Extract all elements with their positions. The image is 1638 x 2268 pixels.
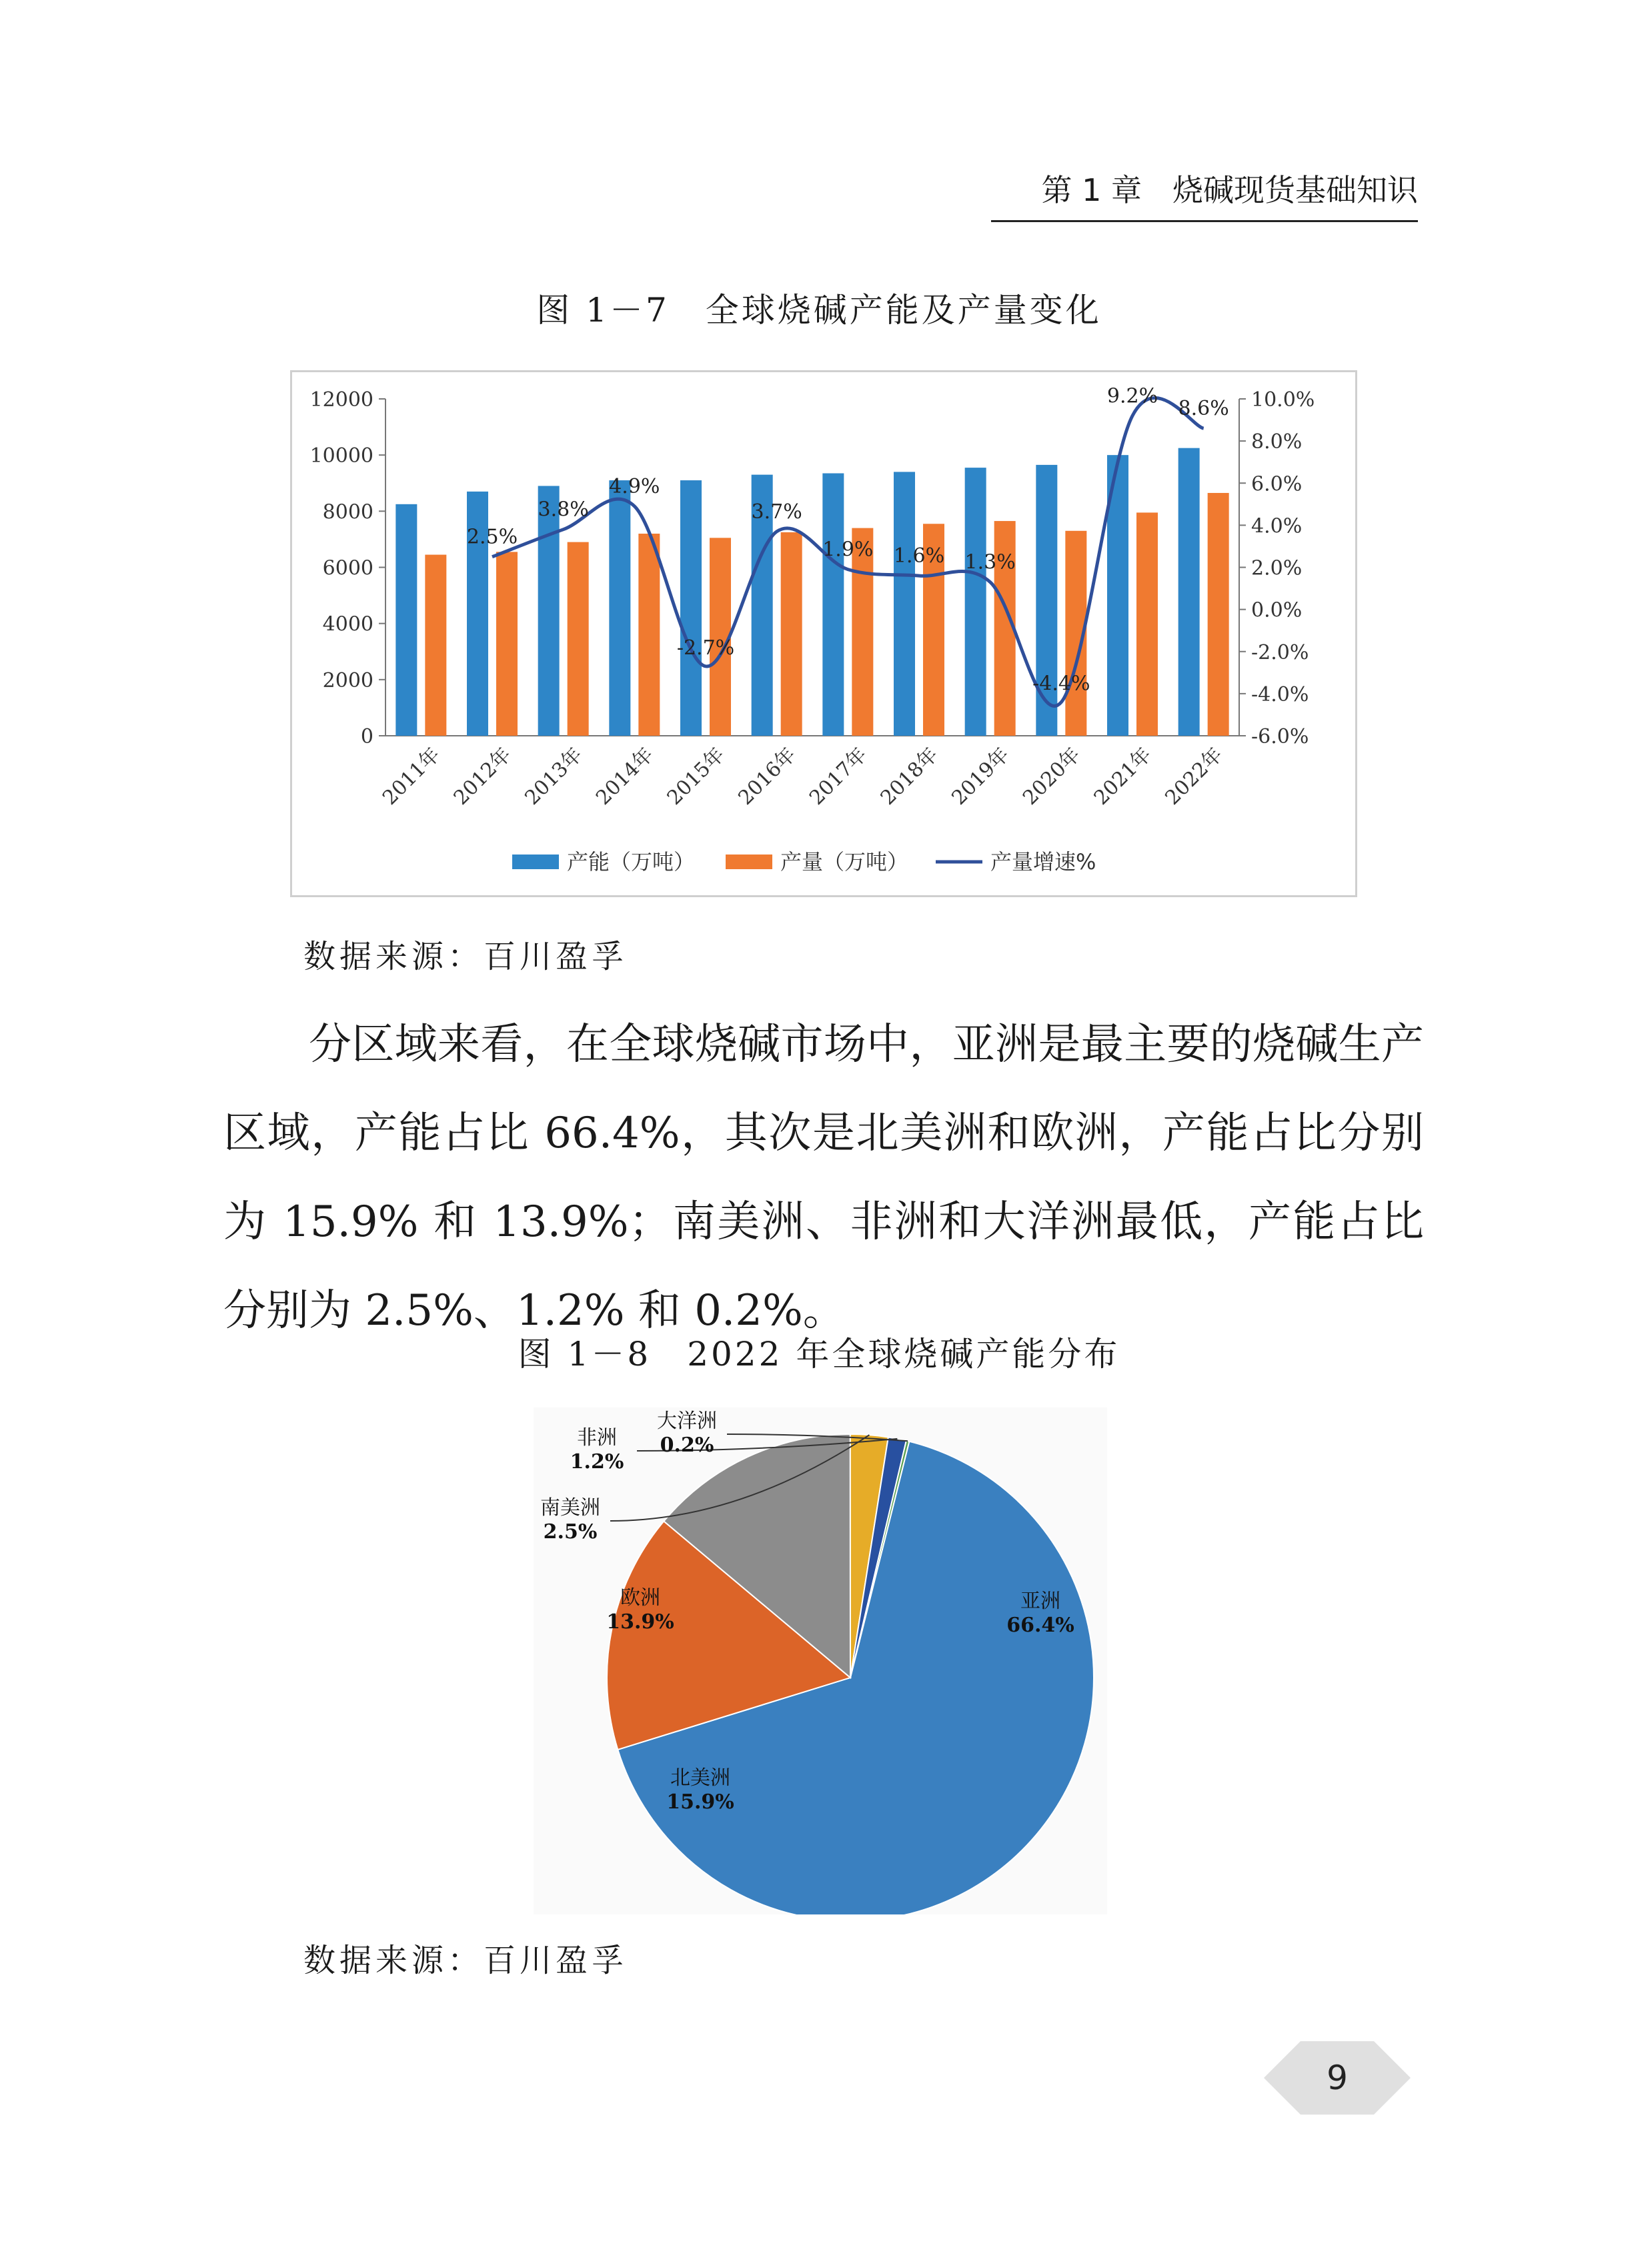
- x-tick-label: 2020年: [1018, 742, 1085, 810]
- output-bar: [1136, 512, 1158, 736]
- legend-growth-label: 产量增速%: [990, 849, 1096, 875]
- left-tick-label: 12000: [309, 388, 373, 412]
- body-text: [223, 1001, 1424, 1355]
- legend-output-label: 产量（万吨）: [780, 849, 909, 875]
- x-tick-label: 2011年: [378, 742, 445, 810]
- pie-label-name: 非洲: [577, 1426, 617, 1450]
- capacity-bar: [395, 504, 417, 736]
- capacity-bar: [1178, 448, 1200, 736]
- growth-label: 1.3%: [964, 550, 1016, 574]
- growth-label: 1.6%: [893, 544, 945, 568]
- growth-label: -4.4%: [1032, 672, 1090, 696]
- capacity-distribution-pie: [534, 1407, 1107, 1914]
- right-tick-label: 0.0%: [1251, 598, 1303, 622]
- pie-label-value: 13.9%: [606, 1610, 674, 1634]
- growth-label: 3.8%: [538, 498, 589, 522]
- right-tick-label: 8.0%: [1251, 430, 1303, 454]
- output-bar: [1208, 493, 1229, 736]
- growth-label: 9.2%: [1106, 384, 1158, 408]
- capacity-bar: [894, 472, 915, 736]
- x-tick-label: 2022年: [1160, 742, 1228, 810]
- paragraph-region-share: 分区域来看，在全球烧碱市场中，亚洲是最主要的烧碱生产区域，产能占比 66.4%，其次是北美洲和欧洲，产能占比分别为 15.9% 和 13.9%；南美洲、非洲和大洋洲最低，产能占比分别为 2.5%、1.2% 和 0.2%。: [223, 1020, 1424, 1335]
- output-bar: [781, 532, 802, 736]
- pie-label-value: 0.2%: [660, 1434, 714, 1457]
- right-tick-label: -2.0%: [1251, 640, 1309, 664]
- left-tick-label: 6000: [322, 556, 373, 580]
- pie-label-name: 南美洲: [540, 1496, 600, 1520]
- legend-capacity-label: 产能（万吨）: [567, 849, 696, 875]
- growth-label: 2.5%: [466, 525, 518, 549]
- right-tick-label: 10.0%: [1251, 388, 1315, 412]
- pie-label-value: 1.2%: [570, 1450, 624, 1474]
- left-tick-label: 2000: [322, 668, 373, 692]
- x-tick-label: 2014年: [592, 742, 658, 810]
- x-tick-label: 2013年: [520, 742, 588, 810]
- growth-label: 3.7%: [751, 500, 802, 524]
- growth-label: -2.7%: [676, 636, 735, 660]
- output-bar: [496, 552, 518, 736]
- figure-1-title: 图 1－7 全球烧碱产能及产量变化: [536, 291, 1102, 330]
- page-number: 9: [1327, 2059, 1348, 2097]
- right-tick-label: -6.0%: [1251, 725, 1309, 748]
- pie-label-value: 66.4%: [1006, 1614, 1074, 1637]
- pie-label-name: 欧洲: [620, 1586, 660, 1610]
- right-tick-label: 6.0%: [1251, 472, 1303, 496]
- growth-label: 8.6%: [1178, 397, 1229, 421]
- x-tick-label: 2015年: [662, 742, 730, 810]
- x-tick-label: 2016年: [734, 742, 801, 810]
- left-tick-label: 4000: [322, 612, 373, 636]
- capacity-output-chart: [290, 370, 1357, 897]
- capacity-bar: [609, 480, 630, 736]
- page-number-badge: [1264, 2041, 1411, 2115]
- capacity-bar: [680, 480, 702, 736]
- x-tick-label: 2021年: [1089, 742, 1156, 810]
- x-tick-label: 2018年: [876, 742, 943, 810]
- left-tick-label: 10000: [309, 444, 373, 468]
- legend-capacity-swatch: [512, 855, 559, 869]
- x-tick-label: 2012年: [449, 742, 516, 810]
- pie-label-name: 北美洲: [670, 1766, 730, 1790]
- output-bar: [638, 534, 660, 736]
- pie-label-value: 2.5%: [543, 1520, 598, 1544]
- growth-label: 4.9%: [609, 474, 660, 498]
- capacity-bar: [965, 468, 986, 736]
- pie-label-value: 15.9%: [666, 1790, 734, 1814]
- left-tick-label: 8000: [322, 500, 373, 524]
- left-tick-label: 0: [360, 725, 373, 748]
- right-tick-label: -4.0%: [1251, 682, 1309, 706]
- output-bar: [425, 555, 446, 736]
- figure-2-title: 图 1－8 2022 年全球烧碱产能分布: [518, 1335, 1120, 1373]
- capacity-bar: [822, 474, 844, 736]
- capacity-bar: [538, 486, 560, 736]
- figure-2-source: 数据来源：百川盈孚: [303, 1942, 628, 1979]
- pie-label-name: 亚洲: [1020, 1590, 1060, 1613]
- running-header: 第 1 章 烧碱现货基础知识: [991, 167, 1418, 222]
- right-tick-label: 4.0%: [1251, 514, 1303, 538]
- output-bar: [568, 542, 589, 736]
- x-tick-label: 2017年: [805, 742, 872, 810]
- right-tick-label: 2.0%: [1251, 556, 1303, 580]
- legend-output-swatch: [726, 855, 772, 869]
- growth-label: 1.9%: [822, 538, 874, 562]
- figure-1-source: 数据来源：百川盈孚: [303, 938, 628, 975]
- x-tick-label: 2019年: [947, 742, 1014, 810]
- pie-label-name: 大洋洲: [657, 1409, 717, 1433]
